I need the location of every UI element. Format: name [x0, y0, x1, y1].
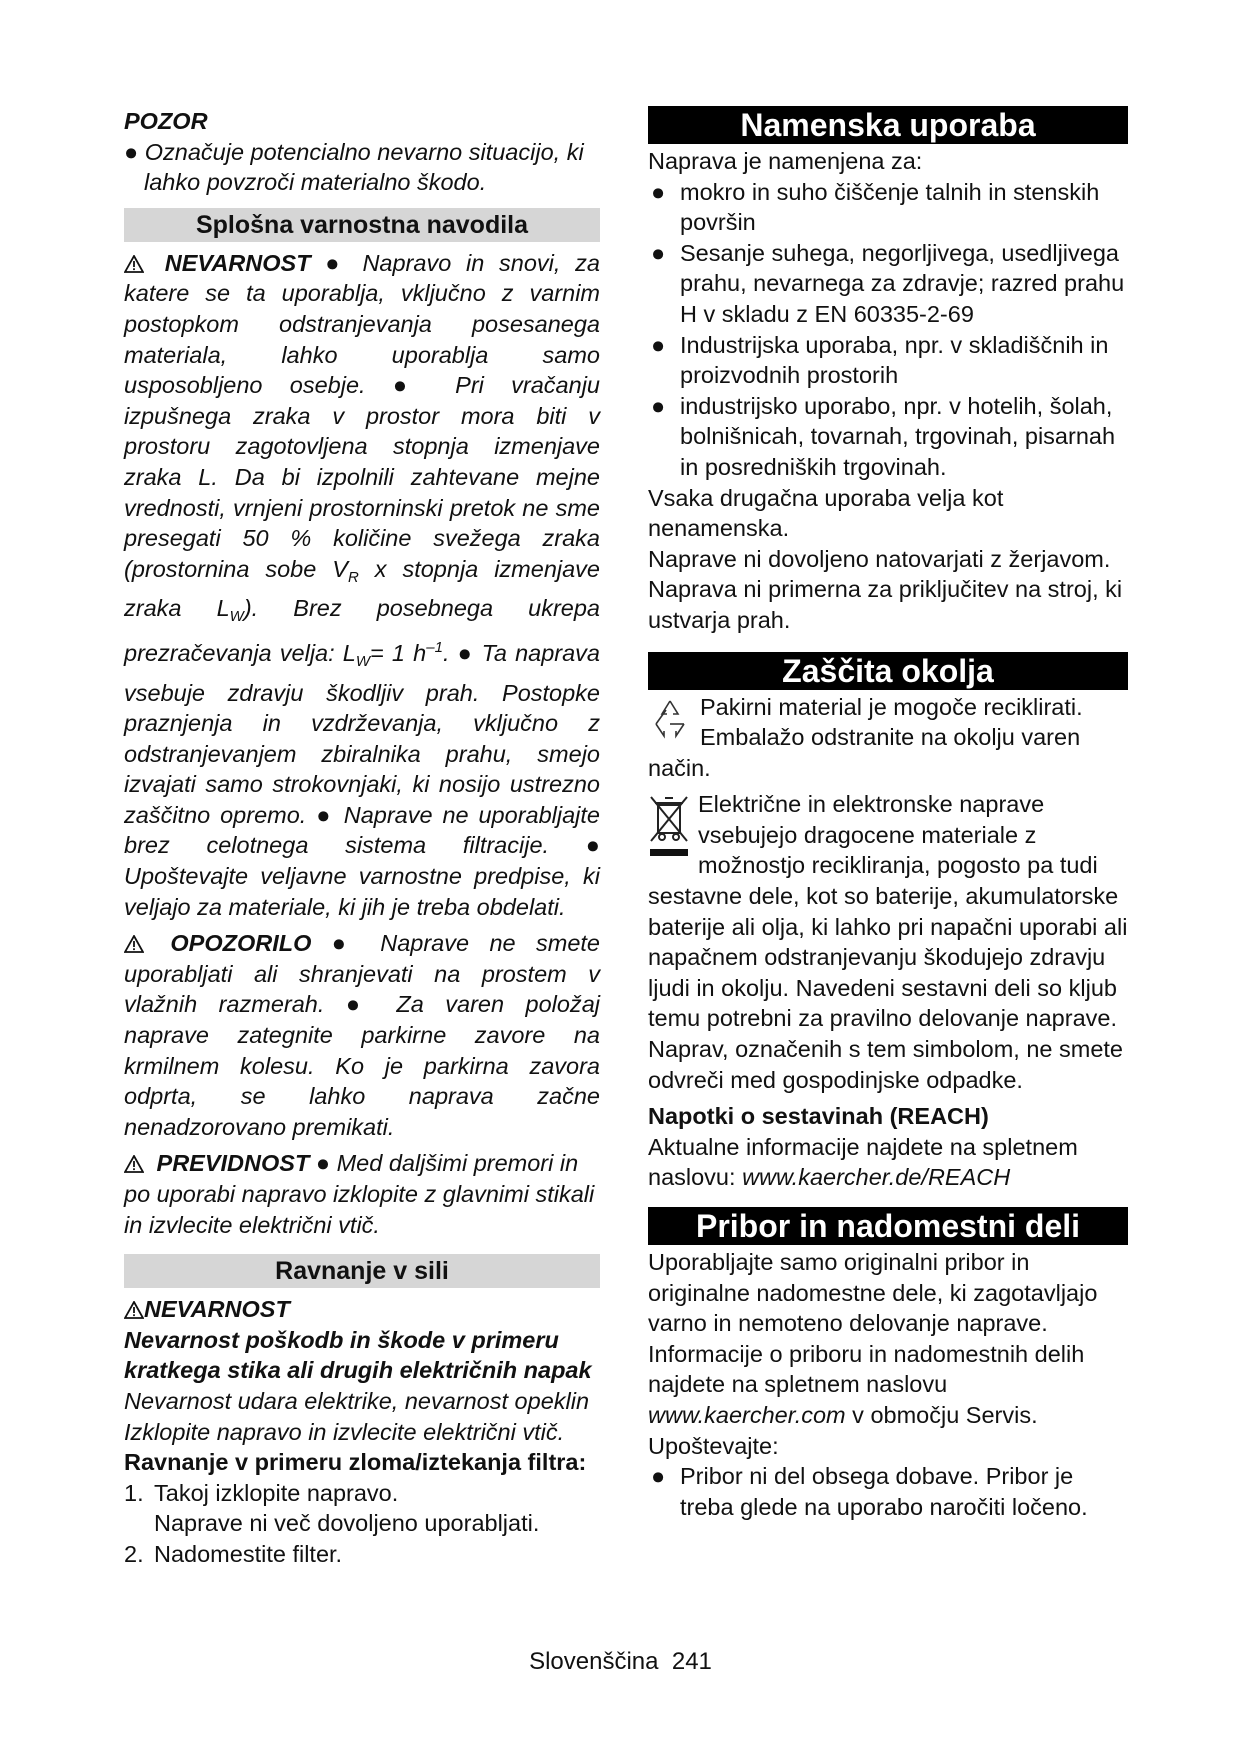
list-item: ● mokro in suho čiščenje talnih in stenskih površin — [651, 178, 1100, 236]
acc-p1: Uporabljajte samo originalni pribor in originalne nadomestne dele, ki zagotavljajo varno in nemoteno delovanje naprave. — [648, 1249, 1098, 1337]
reach-heading: Napotki o sestavinah (REACH) — [648, 1103, 989, 1130]
crossed-bin-icon — [648, 793, 690, 867]
env-p1: Pakirni material je mogoče reciklirati. Embalažo odstranite na okolju varen način. — [648, 693, 1083, 781]
opozorilo-block: OPOZORILO ● Naprave ne smete uporabljati ali shranjevati na prostem v vlažnih razmerah. ● Za varen položaj naprave zategnite parkirne zavore na krmilnem kolesu. Ko je parkirna zavora odprta, se lahko naprava začne nenadzorovano premikati. — [124, 930, 600, 1140]
reach-text: Aktualne informacije najdete na spletnem naslovu: www.kaercher.de/REACH — [648, 1133, 1078, 1191]
list-item: ● industrijsko uporabo, npr. v hotelih, šolah, bolnišnicah, tovarnah, trgovinah, pisarnah in posredniških trgovinah. — [651, 392, 1116, 480]
list-item: ● Pribor ni del obsega dobave. Pribor je treba glede na uporabo naročiti ločeno. — [651, 1463, 1088, 1520]
warning-triangle-icon — [124, 1148, 150, 1179]
reach-link[interactable]: www.kaercher.de/REACH — [742, 1164, 1011, 1191]
em-italic-2: Izklopite napravo in izvlecite električni vtič. — [124, 1418, 565, 1445]
right-column — [648, 106, 1128, 1522]
warning-triangle-icon — [124, 248, 150, 279]
warning-triangle-icon — [124, 928, 150, 959]
environment-heading: Zaščita okolja — [648, 652, 1128, 690]
use-p3: Naprava ni primerna za priključitev na stroj, ki ustvarja prah. — [648, 576, 1123, 633]
previdnost-block: PREVIDNOST ● Med daljšimi premori in po uporabi napravo izklopite z glavnimi stikali in izvlecite električni vtič. — [124, 1150, 595, 1238]
emergency-heading: Ravnanje v sili — [124, 1254, 600, 1288]
page-number: 241 — [671, 1648, 712, 1675]
intended-use-heading: Namenska uporaba — [648, 106, 1128, 144]
previdnost-label: PREVIDNOST — [156, 1150, 310, 1177]
acc-p3: Upoštevajte: — [648, 1432, 779, 1459]
kaercher-link[interactable]: www.kaercher.com — [648, 1401, 846, 1428]
left-column — [124, 106, 600, 1570]
em-filter-heading: Ravnanje v primeru zloma/iztekanja filtra: — [124, 1449, 587, 1476]
use-intro: Naprava je namenjena za: — [648, 148, 923, 174]
acc-p2: Informacije o priboru in nadomestnih delih najdete na spletnem naslovu www.kaercher.com v območju Servis. — [648, 1340, 1085, 1428]
list-item: ● Sesanje suhega, negorljivega, usedljivega prahu, nevarnega za zdravje; razred prahu H v skladu z EN 60335-2-69 — [651, 239, 1125, 327]
pozor-text: ● Označuje potencialno nevarno situacijo, ki lahko povzroči materialno škodo. — [124, 138, 584, 196]
pozor-title: POZOR — [124, 108, 208, 134]
use-p2: Naprave ni dovoljeno natovarjati z žerjavom. — [648, 545, 1111, 572]
recycle-icon — [648, 696, 692, 748]
em-italic-1: Nevarnost udara elektrike, nevarnost opeklin — [124, 1387, 590, 1414]
page-footer — [0, 1648, 1241, 1676]
nevarnost-block: NEVARNOST ● Napravo in snovi, za katere se ta uporablja, vključno z varnim postopkom odstranjevanja posesanega materiala, lahko uporablja samo usposobljeno osebje. ● Pri vračanju izpušnega zraka v prostor mora biti v prostoru zagotovljena stopnja izmenjave zraka L. Da bi izpolnili zahtevane mejne vrednosti, vrnjeni prostorninski pretok ne sme presegati 50 % količine svežega zraka (prostornina sobe $V_R$ x stopnja izmenjave zraka $L_W$). Brez posebnega ukrepa prezračevanja velja: $L_W= 1$ $h^{-1}$. ● Ta naprava vsebuje zdravju škodljiv prah. Postopke praznjenja in vzdrževanja, vključno z odstranjevanjem zbiralnika prahu, smejo izvajati samo strokovnjaki, ki nosijo ustrezno zaščitno opremo. ● Naprave ne uporabljajte brez celotnega sistema filtracije. ● Upoštevajte veljavne varnostne predpise, ki veljajo za materiale, ki jih je treba obdelati. — [124, 249, 600, 920]
warning-triangle-icon — [124, 1301, 144, 1319]
opozorilo-label: OPOZORILO — [170, 930, 312, 957]
list-item: ● Industrijska uporaba, npr. v skladiščnih in proizvodnih prostorih — [651, 331, 1109, 389]
nevarnost-label: NEVARNOST — [164, 249, 311, 276]
em-nevarnost: NEVARNOST — [124, 1294, 600, 1325]
use-p1: Vsaka drugačna uporaba velja kot nenamenska. — [648, 484, 1004, 542]
footer-language: Slovenščina — [529, 1648, 659, 1675]
env-p2: Električne in elektronske naprave vsebujejo dragocene materiale z možnostjo recikliranja, pogosto pa tudi sestavne dele, kot so baterije, akumulatorske baterije ali olja, ki lahko pri napačni uporabi ali napačnem odstranjevanju škodujejo zdravju ljudi in okolju. Navedeni sestavni deli so kljub temu potrebni za pravilno delovanje naprave. Naprav, označenih s tem simbolom, ne smete odvreči med gospodinjske odpadke. — [648, 791, 1128, 1093]
general-safety-heading: Splošna varnostna navodila — [124, 208, 600, 242]
list-item: 2. Nadomestite filter. — [124, 1540, 343, 1567]
list-item: 1. Takoj izklopite napravo. Naprave ni več dovoljeno uporabljati. — [124, 1479, 540, 1537]
em-bold-italic: Nevarnost poškodb in škode v primeru kratkega stika ali drugih električnih napak — [124, 1326, 592, 1384]
accessories-heading: Pribor in nadomestni deli — [648, 1207, 1128, 1245]
